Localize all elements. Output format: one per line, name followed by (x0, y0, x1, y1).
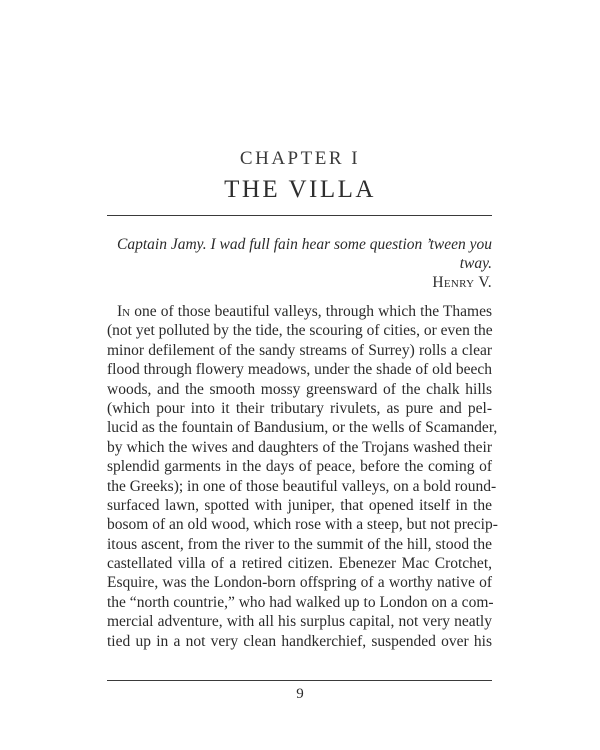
body-line: castellated villa of a retired citizen. Ebenezer Mac Crotchet, (107, 555, 492, 573)
body-line: itous ascent, from the river to the summit of the hill, stood the (107, 535, 492, 553)
body-line: (which pour into it their tributary rivulets, as pure and pel- (107, 399, 492, 417)
chapter-label: CHAPTER I (239, 148, 361, 169)
footer-rule (107, 680, 492, 681)
body-line (107, 302, 492, 321)
body-line: by which the wives and daughters of the Trojans washed their (107, 438, 492, 456)
body-line: flood through flowery meadows, under the shade of old beech (107, 361, 492, 379)
body-line: bosom of an old wood, which rose with a steep, but not precip- (107, 516, 498, 534)
body-line: Esquire, was the London-born offspring of a worthy native of (107, 574, 492, 592)
epigraph-quote-line-2: tway. (459, 255, 492, 272)
page-number: 9 (296, 686, 304, 702)
epigraph-quote-line-1: Captain Jamy. I wad full fain hear some question ’tween you (117, 236, 492, 253)
body-line: (not yet polluted by the tide, the scouring of cities, or even the (107, 322, 493, 340)
body-line-text: one of those beautiful valleys, through which the Thames (130, 303, 492, 320)
chapter-title: THE VILLA (224, 176, 376, 203)
body-line: surfaced lawn, spotted with juniper, that opened itself in the (107, 496, 492, 514)
lead-in-word: In (117, 303, 131, 320)
body-line: the Greeks); in one of those beautiful valleys, on a bold round- (107, 477, 497, 495)
chapter-body (107, 302, 498, 651)
body-line: mercial adventure, with all his surplus capital, not very neatly (107, 613, 492, 631)
body-line: woods, and the smooth mossy greensward of the chalk hills (107, 380, 492, 398)
body-line: lucid as the fountain of Bandusium, or the wells of Scamander, (107, 419, 498, 437)
epigraph-source: Henry V. (432, 274, 492, 291)
header-rule (107, 215, 492, 216)
body-line: splendid garments in the days of peace, before the coming of (107, 458, 492, 476)
body-line: minor defilement of the sandy streams of Surrey) rolls a clear (107, 341, 492, 359)
epigraph (107, 235, 492, 292)
body-line: the “north countrie,” who had walked up to London on a com- (107, 593, 494, 611)
body-line: tied up in a not very clean handkerchief, suspended over his (107, 632, 492, 650)
